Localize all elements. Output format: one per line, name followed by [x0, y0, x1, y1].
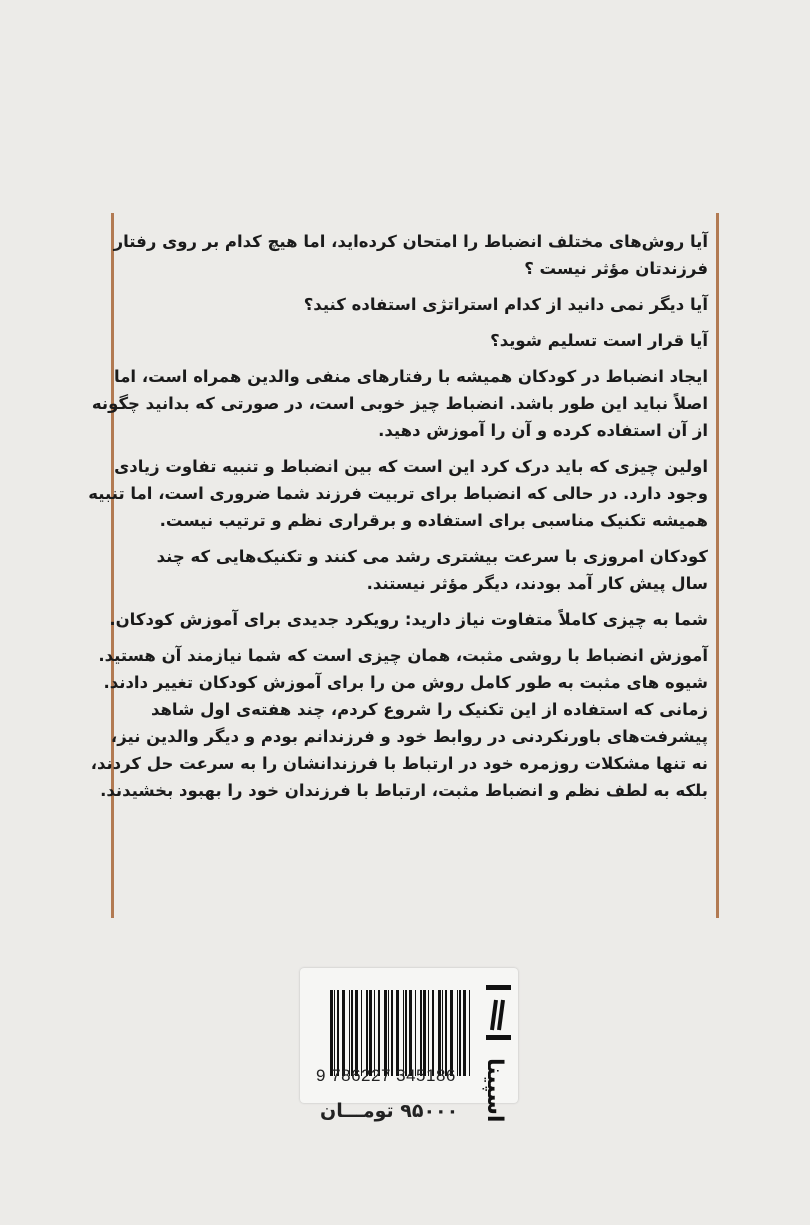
text-line: زمانی که استفاده از این تکنیک را شروع کردم، چند هفته‌ی اول شاهد	[150, 700, 708, 719]
text-line: اولین چیزی که باید درک کرد این است که بین انضباط و تنبیه تفاوت زیادی	[114, 457, 708, 476]
barcode-bar	[384, 990, 387, 1076]
publisher-logo-text: اسپینا	[482, 1058, 507, 1123]
text-line: آموزش انضباط با روشی مثبت، همان چیزی است که شما نیازمند آن هستید.	[98, 646, 708, 665]
text-line: پیشرفت‌های باورنکردنی در روابط خود و فرزندانم بودم و دیگر والدین نیز،	[110, 727, 708, 746]
paragraph-gap	[128, 804, 708, 813]
barcode-bar	[445, 990, 447, 1076]
barcode-bar	[432, 990, 434, 1076]
paragraph-gap	[128, 534, 708, 543]
text-line: شیوه های مثبت به طور کامل روش من را برای آموزش کودکان تغییر دادند.	[103, 673, 708, 692]
paragraph-gap	[128, 597, 708, 606]
barcode-bar	[396, 990, 399, 1076]
barcode-bar	[463, 990, 466, 1076]
price-label: ۹۵۰۰۰ تومـــان	[320, 1100, 459, 1122]
barcode-bar	[391, 990, 393, 1076]
barcode-bar	[334, 990, 335, 1076]
text-line: آیا دیگر نمی دانید از کدام استراتژی استفاده کنید؟	[303, 295, 708, 314]
barcode-bar	[361, 990, 362, 1076]
barcode-bar	[409, 990, 412, 1076]
barcode-bar	[330, 990, 333, 1076]
text-line: بلکه به لطف نظم و انضباط مثبت، ارتباط با فرزندان خود را بهبود بخشیدند.	[100, 781, 708, 800]
paragraph-gap	[128, 444, 708, 453]
barcode-bar	[420, 990, 422, 1076]
barcode-bar	[374, 990, 375, 1076]
text-line: اصلاً نباید این طور باشد. انضباط چیز خوبی است، در صورتی که بدانید چگونه	[91, 394, 708, 413]
text-line: کودکان امروزی با سرعت بیشتری رشد می کنند و تکنیک‌هایی که چند	[156, 547, 708, 566]
barcode-bar	[388, 990, 389, 1076]
barcode-bar	[403, 990, 404, 1076]
barcode-bar	[450, 990, 453, 1076]
barcode-bar	[349, 990, 350, 1076]
text-line: همیشه تکنیک مناسبی برای استفاده و برقراری نظم و ترتیب نیست.	[159, 511, 708, 530]
text-line: شما به چیزی کاملاً متفاوت نیاز دارید: رویکرد جدیدی برای آموزش کودکان.	[109, 610, 708, 629]
text-line: فرزندتان مؤثر نیست ؟	[524, 259, 708, 278]
text-line: وجود دارد. در حالی که انضباط برای تربیت فرزند شما ضروری است، اما تنبیه	[88, 484, 708, 503]
barcode-bar	[457, 990, 458, 1076]
left-border-rule	[111, 213, 114, 918]
paragraph-gap	[128, 354, 708, 363]
barcode-bar	[405, 990, 407, 1076]
back-cover-text	[88, 228, 708, 813]
text-line: از آن استفاده کرده و آن را آموزش دهید.	[378, 421, 708, 440]
text-line: سال پیش کار آمد بودند، دیگر مؤثر نیستند.	[366, 574, 708, 593]
barcode-bar	[428, 990, 429, 1076]
barcode-bar	[442, 990, 443, 1076]
barcode-bar	[351, 990, 353, 1076]
text-line: آیا روش‌های مختلف انضباط را امتحان کرده‌اید، اما هیچ کدام بر روی رفتار	[113, 232, 708, 251]
right-border-rule	[716, 213, 719, 918]
text-line: نه تنها مشکلات روزمره خود در ارتباط با فرزندانشان را به سرعت حل کردند،	[90, 754, 708, 773]
barcode	[330, 990, 473, 1076]
barcode-bar	[337, 990, 339, 1076]
isbn-number: 9 786227 345186	[316, 1066, 456, 1085]
barcode-bar	[342, 990, 345, 1076]
barcode-bar	[459, 990, 461, 1076]
barcode-bar	[378, 990, 380, 1076]
barcode-bar	[355, 990, 358, 1076]
paragraph-gap	[128, 633, 708, 642]
barcode-bar	[423, 990, 426, 1076]
barcode-bar	[366, 990, 368, 1076]
paragraph-gap	[128, 318, 708, 327]
paragraph-gap	[128, 282, 708, 291]
barcode-bar	[469, 990, 470, 1076]
barcode-bar	[369, 990, 372, 1076]
barcode-bar	[415, 990, 416, 1076]
barcode-bar	[438, 990, 441, 1076]
text-line: آیا قرار است تسلیم شوید؟	[490, 331, 708, 350]
text-line: ایجاد انضباط در کودکان همیشه با رفتارهای منفی والدین همراه است، اما	[114, 367, 708, 386]
